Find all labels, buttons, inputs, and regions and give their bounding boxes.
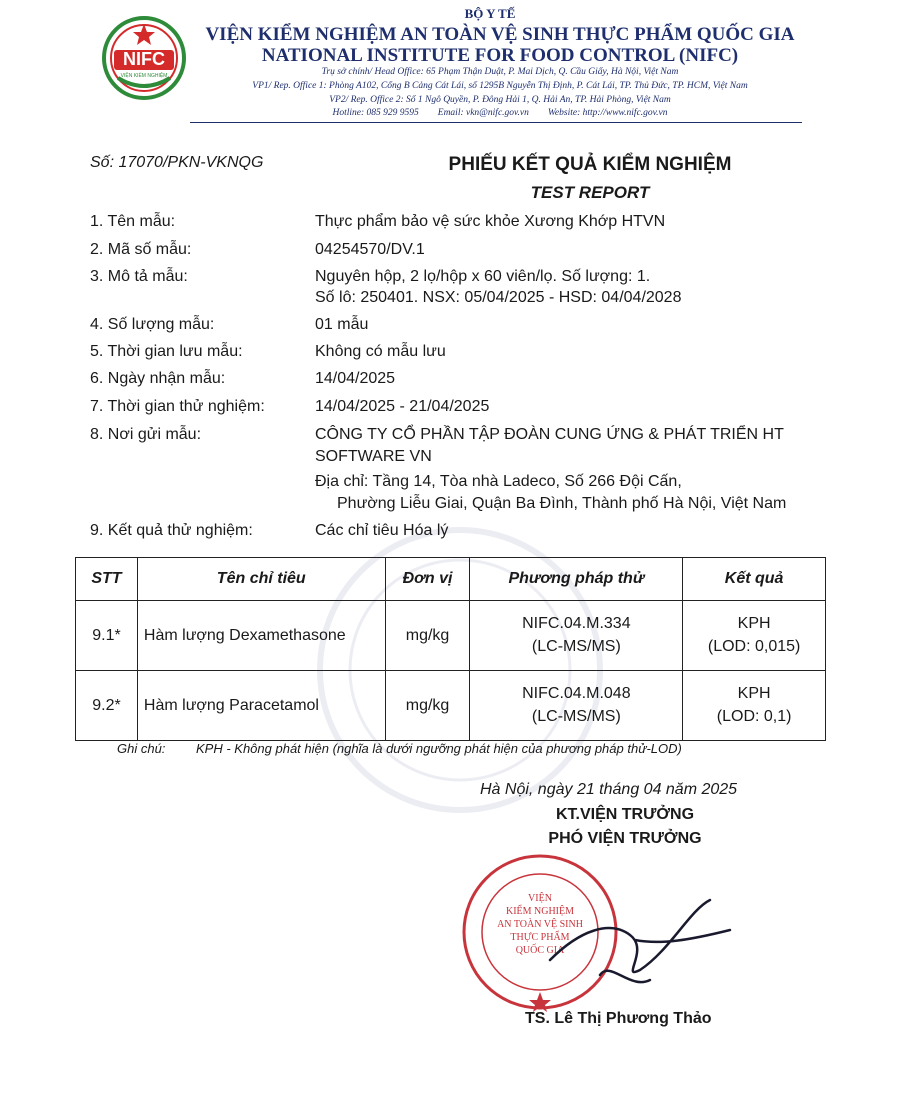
stamp-line: VIỆN bbox=[528, 893, 552, 904]
row-method-code: NIFC.04.M.334 bbox=[522, 615, 631, 632]
stamp-line: AN TOÀN VỆ SINH bbox=[497, 919, 583, 930]
institute-name-en: NATIONAL INSTITUTE FOR FOOD CONTROL (NIFC) bbox=[261, 45, 739, 66]
report-number: Số: 17070/PKN-VKNQG bbox=[90, 154, 264, 171]
stamp-line: THỰC PHẨM bbox=[510, 932, 570, 943]
sender-company-1: CÔNG TY CỔ PHẦN TẬP ĐOÀN CUNG ỨNG & PHÁT TRIỂN HT bbox=[315, 426, 784, 443]
sample-code-value: 04254570/DV.1 bbox=[315, 241, 425, 258]
header-stt: STT bbox=[76, 558, 138, 601]
storage-time-label: 5. Thời gian lưu mẫu: bbox=[90, 343, 243, 360]
row-method-technique: (LC-MS/MS) bbox=[531, 708, 621, 725]
table-header-row bbox=[76, 558, 826, 601]
header-method: Phương pháp thử bbox=[470, 558, 683, 601]
results-table bbox=[75, 557, 826, 741]
row-method bbox=[470, 671, 683, 741]
sign-date: Hà Nội, ngày 21 tháng 04 năm 2025 bbox=[480, 781, 738, 798]
row-stt: 9.2* bbox=[76, 671, 138, 741]
test-result-label: 9. Kết quả thử nghiệm: bbox=[90, 522, 253, 539]
row-unit: mg/kg bbox=[385, 671, 470, 741]
sign-role-1: KT.VIỆN TRƯỞNG bbox=[555, 806, 695, 823]
logo-text: NIFC bbox=[123, 49, 165, 69]
sample-name-value: Thực phẩm bảo vệ sức khỏe Xương Khớp HTVN bbox=[315, 213, 666, 230]
row-result-lod: (LOD: 0,015) bbox=[707, 638, 801, 655]
row-result-lod: (LOD: 0,1) bbox=[716, 708, 792, 725]
row-stt: 9.1* bbox=[76, 601, 138, 671]
sender-label: 8. Nơi gửi mẫu: bbox=[90, 426, 202, 443]
report-title-vn: PHIẾU KẾT QUẢ KIỂM NGHIỆM bbox=[448, 154, 732, 175]
header-name: Tên chỉ tiêu bbox=[137, 558, 385, 601]
note-label: Ghi chú: bbox=[117, 741, 166, 756]
table-row bbox=[76, 671, 826, 741]
stamp-line: QUỐC GIA bbox=[515, 945, 565, 956]
office2-address: VP2/ Rep. Office 2: Số 1 Ngô Quyền, P. Đông Hải 1, Q. Hải An, TP. Hải Phòng, Việt Nam bbox=[329, 95, 671, 105]
sample-desc-value-1: Nguyên hộp, 2 lọ/hộp x 60 viên/lọ. Số lượng: 1. bbox=[315, 268, 651, 285]
report-title-en: TEST REPORT bbox=[530, 183, 650, 202]
logo-subtext: VIỆN KIỂM NGHIỆM bbox=[120, 73, 168, 79]
office1-address: VP1/ Rep. Office 1: Phòng A102, Cổng B Cảng Cát Lái, số 1295B Nguyễn Thị Định, P. Cát Lái, TP. Thủ Đức, TP. HCM, Việt Nam bbox=[252, 81, 748, 91]
row-name: Hàm lượng Dexamethasone bbox=[137, 601, 385, 671]
signer-name: TS. Lê Thị Phương Thảo bbox=[525, 1010, 712, 1027]
storage-time-value: Không có mẫu lưu bbox=[315, 343, 446, 360]
sender-address-2: Phường Liễu Giai, Quận Ba Đình, Thành phố Hà Nội, Việt Nam bbox=[337, 495, 787, 512]
sample-desc-label: 3. Mô tả mẫu: bbox=[90, 268, 188, 285]
row-method bbox=[470, 601, 683, 671]
handwritten-signature bbox=[540, 890, 740, 1000]
received-date-value: 14/04/2025 bbox=[315, 370, 396, 387]
test-period-label: 7. Thời gian thử nghiệm: bbox=[90, 398, 265, 415]
header-result: Kết quả bbox=[683, 558, 826, 601]
stamp-line: KIỂM NGHIỆM bbox=[505, 906, 575, 917]
contact-line: Hotline: 085 929 9595 Email: vkn@nifc.gov.vn Website: http://www.nifc.gov.vn bbox=[332, 108, 668, 118]
sender-address-1: Địa chỉ: Tầng 14, Tòa nhà Ladeco, Số 266 Đội Cấn, bbox=[315, 473, 682, 490]
received-date-label: 6. Ngày nhận mẫu: bbox=[90, 370, 226, 387]
sample-name-label: 1. Tên mẫu: bbox=[90, 213, 176, 230]
test-period-value: 14/04/2025 - 21/04/2025 bbox=[315, 398, 490, 415]
table-row bbox=[76, 601, 826, 671]
sign-role-2: PHÓ VIỆN TRƯỞNG bbox=[548, 830, 702, 847]
note-text: KPH - Không phát hiện (nghĩa là dưới ngưỡng phát hiện của phương pháp thử-LOD) bbox=[196, 741, 682, 756]
head-office-address: Trụ sở chính/ Head Office: 65 Phạm Thận Duật, P. Mai Dịch, Q. Cầu Giấy, Hà Nội, Việt Nam bbox=[321, 67, 679, 77]
sample-desc-value-2: Số lô: 250401. NSX: 05/04/2025 - HSD: 04/04/2028 bbox=[315, 289, 682, 306]
row-result-value: KPH bbox=[737, 685, 771, 702]
row-result-value: KPH bbox=[737, 615, 771, 632]
sample-qty-label: 4. Số lượng mẫu: bbox=[90, 316, 215, 333]
row-result bbox=[683, 671, 826, 741]
header-divider bbox=[190, 122, 802, 123]
row-result bbox=[683, 601, 826, 671]
row-unit: mg/kg bbox=[385, 601, 470, 671]
test-result-value: Các chỉ tiêu Hóa lý bbox=[315, 522, 449, 539]
row-method-code: NIFC.04.M.048 bbox=[522, 685, 631, 702]
ministry-name: BỘ Y TẾ bbox=[464, 6, 516, 21]
header-unit: Đơn vị bbox=[385, 558, 470, 601]
sample-qty-value: 01 mẫu bbox=[315, 316, 369, 333]
sender-company-2: SOFTWARE VN bbox=[315, 448, 432, 465]
nifc-logo bbox=[102, 16, 186, 100]
row-method-technique: (LC-MS/MS) bbox=[531, 638, 621, 655]
institute-name-vn: VIỆN KIỂM NGHIỆM AN TOÀN VỆ SINH THỰC PHẨM QUỐC GIA bbox=[205, 24, 795, 45]
sample-code-label: 2. Mã số mẫu: bbox=[90, 241, 192, 258]
row-name: Hàm lượng Paracetamol bbox=[137, 671, 385, 741]
